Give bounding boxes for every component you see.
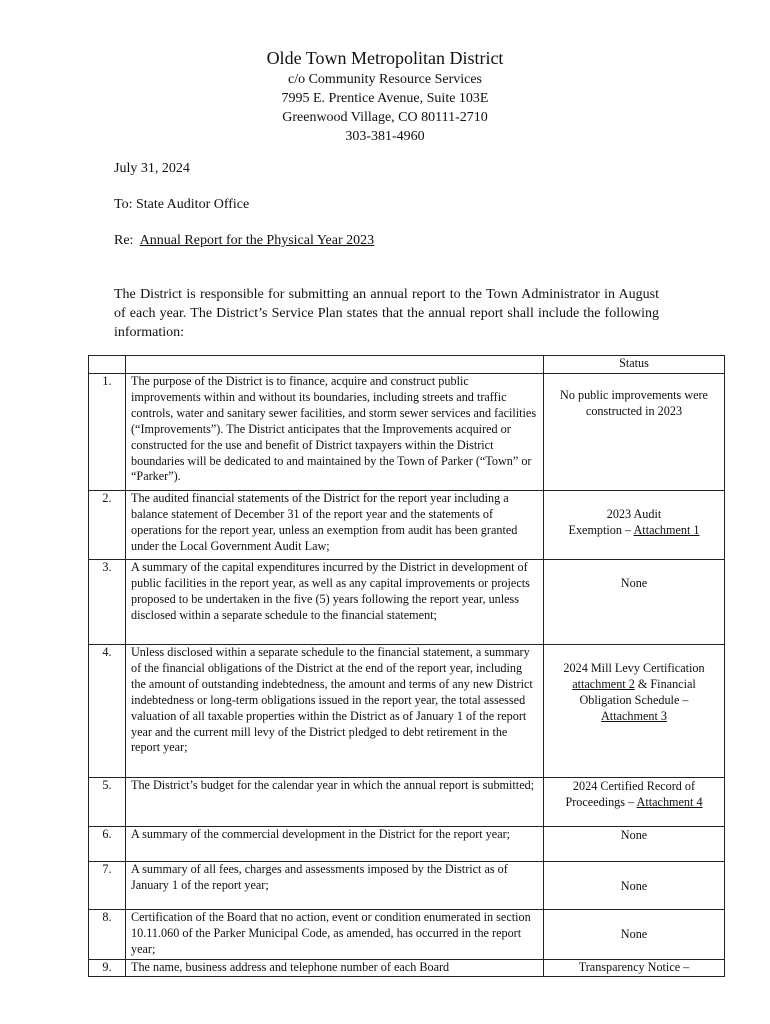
status-text: None	[620, 576, 648, 590]
row-description: The District’s budget for the calendar year in which the annual report is submitted;	[126, 778, 544, 827]
row-number: 7.	[89, 862, 126, 910]
table-row	[89, 960, 725, 977]
row-number: 3.	[89, 560, 126, 645]
letter-date: July 31, 2024	[114, 161, 190, 176]
row-description: A summary of the capital expenditures incurred by the District in development of public facilities in the report year, as well as any capital improvements or projects proposed to be undertaken in the five (5) years following the report year, unless disclosed within a separate schedule to the financial statement;	[126, 560, 544, 645]
attachment-link[interactable]: Attachment 4	[636, 794, 703, 809]
status-text: None	[620, 879, 648, 893]
subject-label: Re:	[114, 233, 140, 248]
status-column-header: Status	[544, 356, 725, 374]
table-row	[89, 560, 725, 645]
row-number: 6.	[89, 827, 126, 862]
status-text: 2024 Certified Record of	[572, 779, 696, 793]
attachment-link[interactable]: attachment 2	[572, 676, 635, 691]
subject-text: Annual Report for the Physical Year 2023	[139, 233, 375, 248]
status-text: None	[620, 828, 648, 842]
row-description: Certification of the Board that no action, event or condition enumerated in section 10.11.060 of the Parker Municipal Code, as amended, has occurred in the report year;	[126, 910, 544, 960]
row-number: 2.	[89, 491, 126, 560]
subject-line	[114, 232, 374, 250]
row-number: 9.	[89, 960, 126, 977]
intro-paragraph: The District is responsible for submitting an annual report to the Town Administrator in August of each year. The District’s Service Plan states that the annual report shall include the following information:	[114, 287, 659, 340]
letterhead	[0, 46, 770, 146]
district-name: Olde Town Metropolitan District	[266, 48, 504, 68]
row-number: 1.	[89, 374, 126, 491]
street-address: 7995 E. Prentice Avenue, Suite 103E	[281, 91, 489, 106]
table-row	[89, 645, 725, 778]
row-description: The audited financial statements of the District for the report year including a balance statement of December 31 of the report year and the statements of operations for the report year, unless an exemption from audit has been granted under the Local Government Audit Law;	[126, 491, 544, 560]
recipient-line: To: State Auditor Office	[114, 197, 250, 212]
phone-number: 303-381-4960	[345, 129, 425, 144]
row-description: A summary of all fees, charges and assessments imposed by the District as of January 1 of the report year;	[126, 862, 544, 910]
status-text: Transparency Notice –	[578, 960, 690, 974]
row-status	[544, 778, 725, 827]
row-status	[544, 645, 725, 778]
row-status	[544, 560, 725, 645]
requirements-table	[88, 355, 725, 977]
status-text: & Financial Obligation Schedule –	[579, 676, 696, 707]
status-text: No public improvements were constructed in 2023	[560, 388, 708, 418]
row-description: The purpose of the District is to finance, acquire and construct public improvements within and without its boundaries, including streets and traffic controls, water and sanitary sewer facilities, and storm sewer services and facilities (“Improvements”). The District anticipates that the Improvements acquired or constructed for the use and benefit of District taxpayers within the District boundaries will be dedicated to and maintained by the Town of Parker (“Town” or “Parker”).	[126, 374, 544, 491]
row-status	[544, 491, 725, 560]
row-status	[544, 862, 725, 910]
row-description: The name, business address and telephone number of each Board	[126, 960, 544, 977]
status-text: Exemption –	[568, 522, 634, 537]
row-status	[544, 827, 725, 862]
table-row	[89, 374, 725, 491]
row-number: 4.	[89, 645, 126, 778]
table-row	[89, 491, 725, 560]
status-text: 2024 Mill Levy Certification	[563, 661, 705, 675]
table-row	[89, 778, 725, 827]
status-text: None	[620, 927, 648, 941]
row-status	[544, 960, 725, 977]
attachment-link[interactable]: Attachment 1	[633, 522, 700, 537]
row-number: 8.	[89, 910, 126, 960]
table-header-row	[89, 356, 725, 374]
status-text: 2023 Audit	[606, 507, 662, 521]
row-status	[544, 910, 725, 960]
row-status	[544, 374, 725, 491]
attachment-link[interactable]: Attachment 3	[601, 708, 667, 723]
row-description: Unless disclosed within a separate schedule to the financial statement, a summary of the financial obligations of the District at the end of the report year, including the amount of outstanding indebtedness, the amount and terms of any new District indebtedness or long-term obligations issued in the report year, the total assessed valuation of all taxable properties within the District as of January 1 of the report year and the current mill levy of the District pledged to debt retirement in the report year;	[126, 645, 544, 778]
city-state-zip: Greenwood Village, CO 80111-2710	[282, 110, 488, 125]
table-row	[89, 862, 725, 910]
row-description: A summary of the commercial development in the District for the report year;	[126, 827, 544, 862]
care-of-line: c/o Community Resource Services	[287, 72, 483, 87]
table-row	[89, 827, 725, 862]
status-text: Proceedings –	[565, 794, 637, 809]
table-row	[89, 910, 725, 960]
row-number: 5.	[89, 778, 126, 827]
